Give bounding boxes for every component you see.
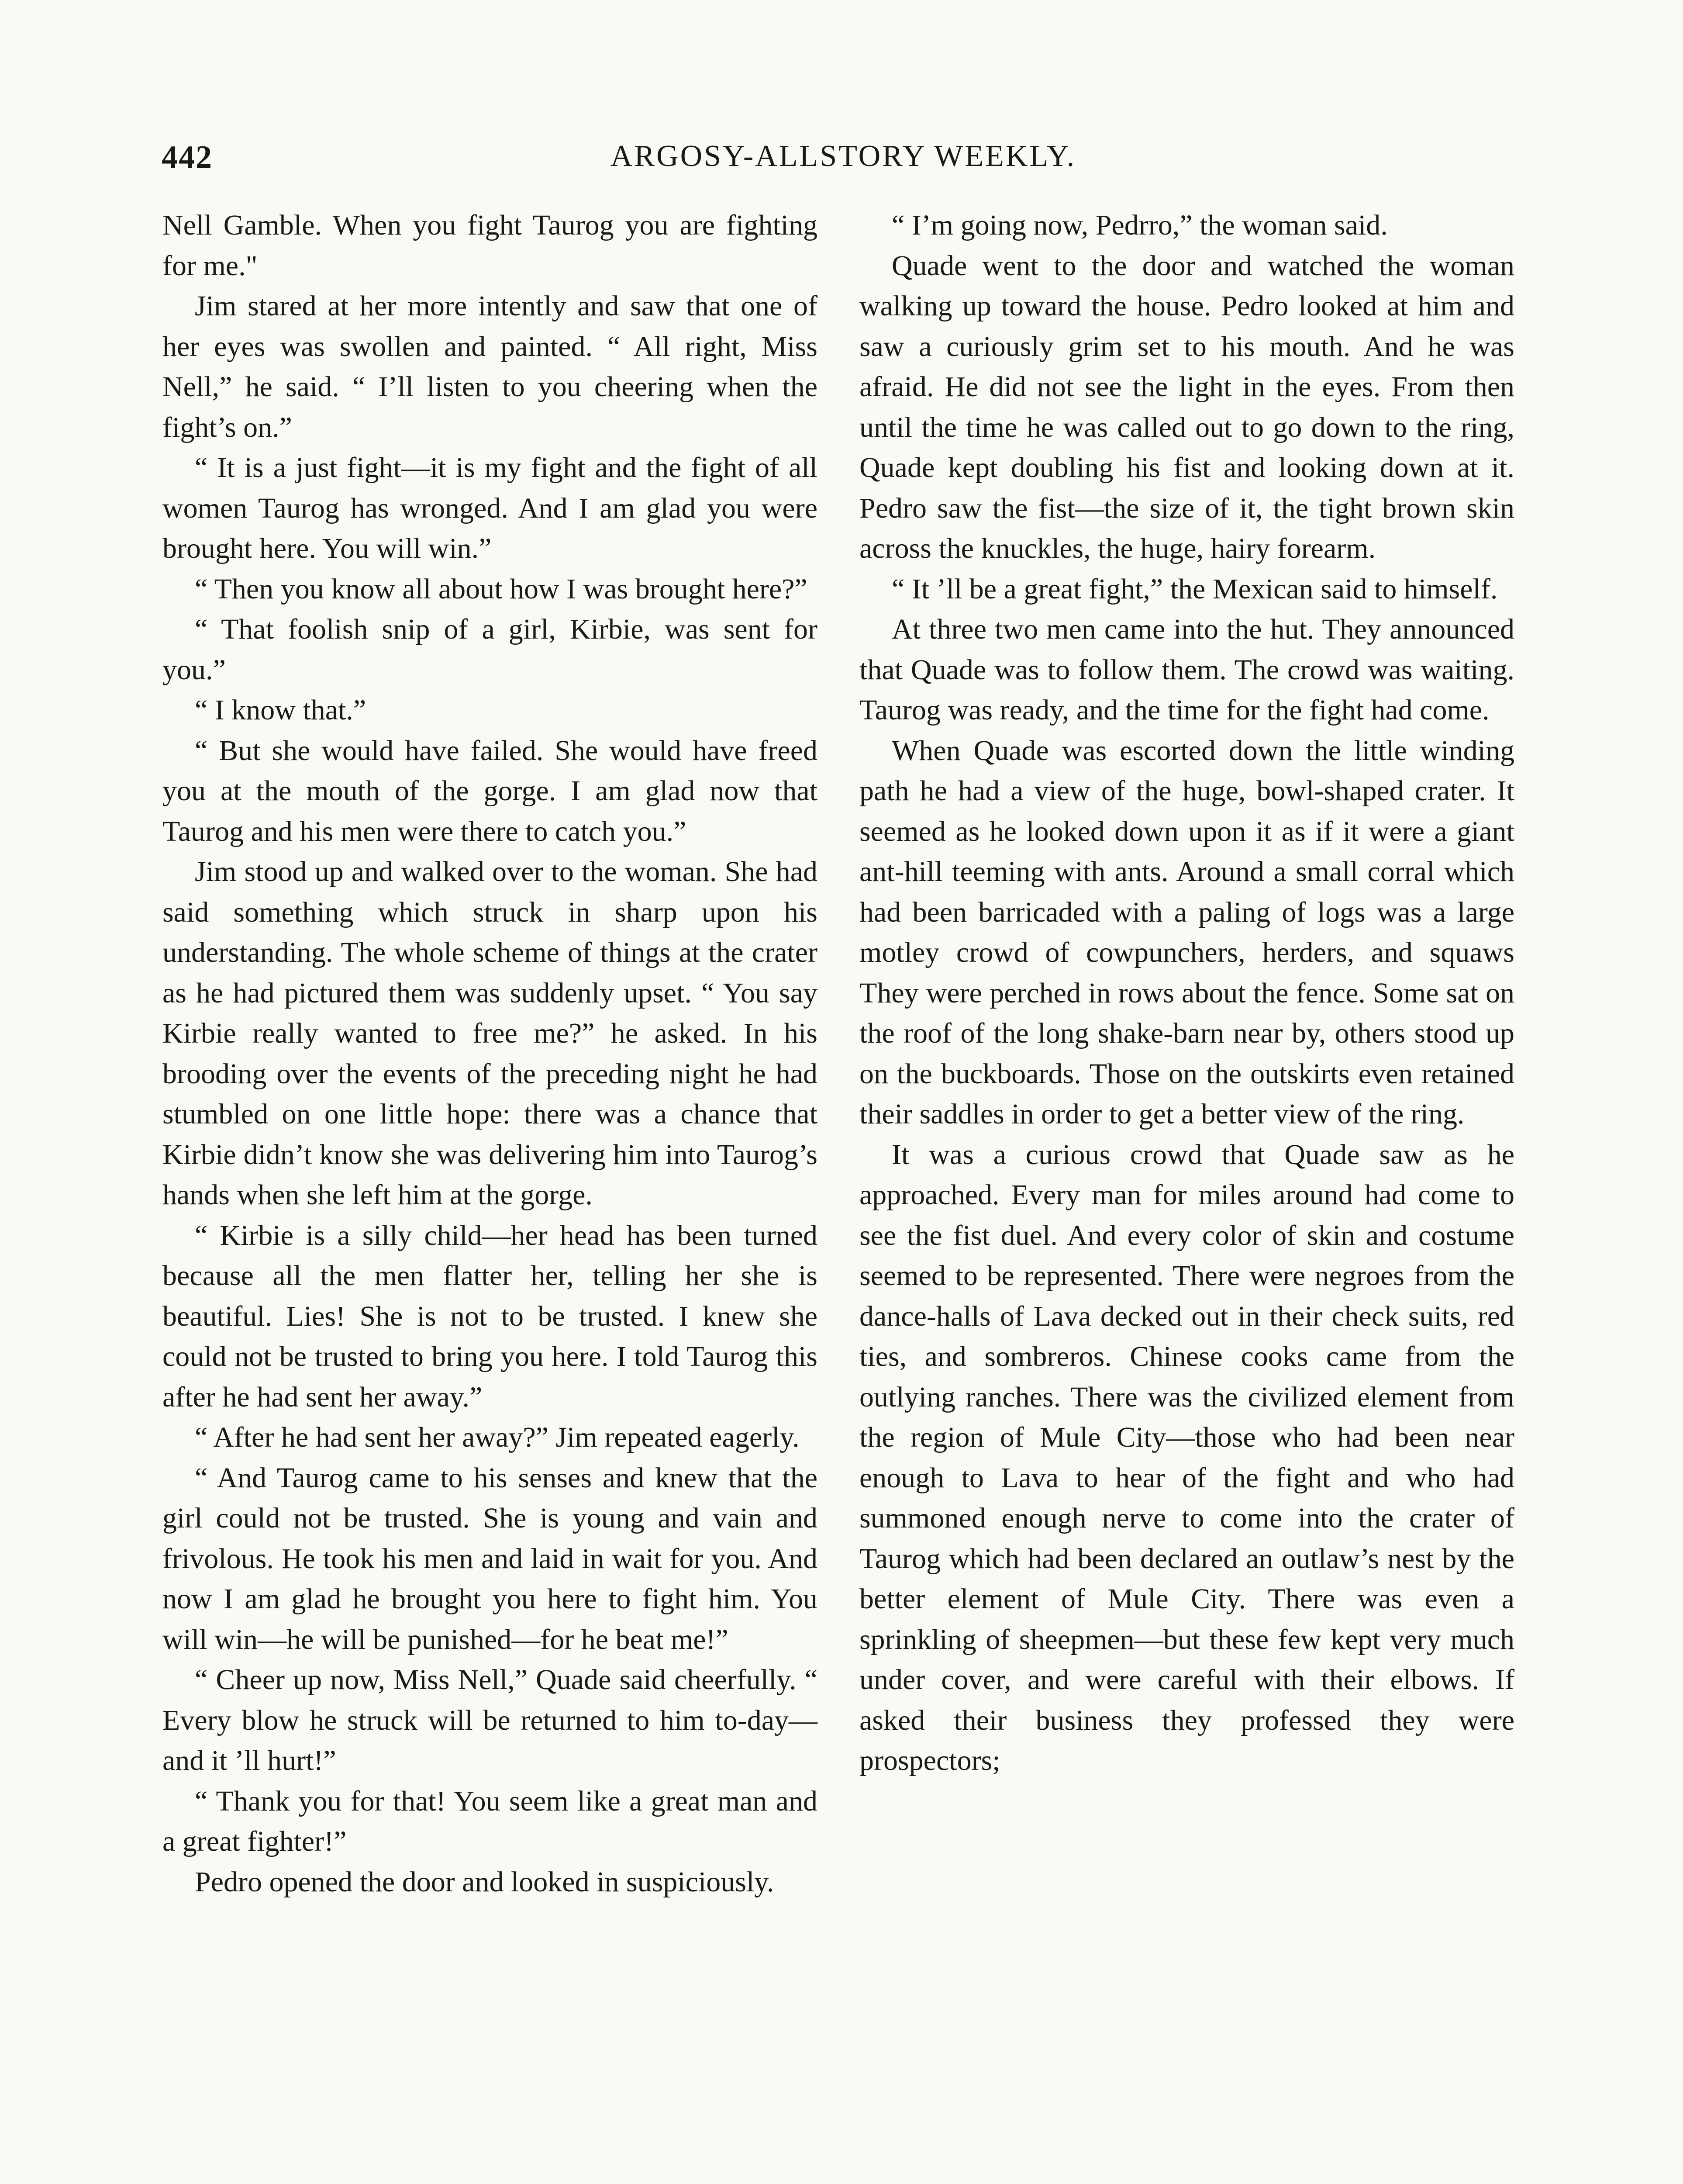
paragraph: “ Kirbie is a silly child—her head has been turned because all the men flatter her, telling her she is beautiful. Lies! She is not to be trusted. I knew she could not be trusted to bring you here. I told Taurog this after he had sent her away.” [162,1219,817,1413]
paragraph: “ Thank you for that! You seem like a great man and a great fighter!” [162,1785,817,1857]
paragraph: Jim stood up and walked over to the woman. She had said something which struck in sharp upon his understanding. The whole scheme of things at the crater as he had pictured them was suddenly upset. “ You say Kirbie really wanted to free me?” he asked. In his brooding over the events of the preceding night he had stumbled on one little hope: there was a chance that Kirbie didn’t know she was delivering him into Taurog’s hands when she left him at the gorge. [162,856,817,1211]
page-header [162,139,1525,191]
paragraph: When Quade was escorted down the little winding path he had a view of the huge, bowl-shaped crater. It seemed as he looked down upon it as if it were a giant ant-hill teeming with ants. Around a small corral which had been barricaded with a paling of logs was a large motley crowd of cowpunchers, herders, and squaws They were perched in rows about the fence. Some sat on the roof of the long shake-barn near by, others stood up on the buckboards. Those on the outskirts even retained their saddles in order to get a better view of the ring. [859,734,1514,1130]
paragraph: “ That foolish snip of a girl, Kirbie, was sent for you.” [162,613,817,686]
paragraph: At three two men came into the hut. They announced that Quade was to follow them. The crowd was waiting. Taurog was ready, and the time for the fight had come. [859,613,1514,726]
paragraph: “ But she would have failed. She would have freed you at the mouth of the gorge. I am glad now that Taurog and his men were there to catch you.” [162,734,817,847]
right-column [859,205,1514,1781]
left-column [162,205,817,1902]
paragraph: “ After he had sent her away?” Jim repeated eagerly. [195,1421,800,1453]
paragraph: “ It is a just fight—it is my fight and the fight of all women Taurog has wronged. And I am glad you were brought here. You will win.” [162,452,817,564]
paragraph: Jim stared at her more intently and saw that one of her eyes was swollen and painted. “ All right, Miss Nell,” he said. “ I’ll listen to you cheering when the fight’s on.” [162,290,817,443]
paragraph: “ I know that.” [195,694,366,726]
paragraph: “ Cheer up now, Miss Nell,” Quade said cheerfully. “ Every blow he struck will be returned to him to-day—and it ’ll hurt!” [162,1664,817,1776]
paragraph: “ And Taurog came to his senses and knew that the girl could not be trusted. She is young and vain and frivolous. He took his men and laid in wait for you. And now I am glad he brought you here to fight him. You will win—he will be punished—for he beat me!” [162,1462,817,1655]
paragraph: Pedro opened the door and looked in suspiciously. [195,1866,774,1898]
paragraph: “ I’m going now, Pedrro,” the woman said. [892,209,1388,241]
page-number: 442 [162,139,213,175]
running-head: ARGOSY-ALLSTORY WEEKLY. [610,139,1076,173]
paragraph: Quade went to the door and watched the woman walking up toward the house. Pedro looked at him and saw a curiously grim set to his mouth. And he was afraid. He did not see the light in the eyes. From then until the time he was called out to go down to the ring, Quade kept doubling his fist and looking down at it. Pedro saw the fist—the size of it, the tight brown skin across the knuckles, the huge, hairy forearm. [859,249,1514,564]
paragraph: Nell Gamble. When you fight Taurog you are fighting for me." [162,209,817,282]
paragraph: It was a curious crowd that Quade saw as he approached. Every man for miles around had come to see the fist duel. And every color of skin and costume seemed to be represented. There were negroes from the dance-halls of Lava decked out in their check suits, red ties, and sombreros. Chinese cooks came from the outlying ranches. There was the civilized element from the region of Mule City—those who had been near enough to Lava to hear of the fight and who had summoned enough nerve to come into the crater of Taurog which had been declared an outlaw’s nest by the better element of Mule City. There was even a sprinkling of sheepmen—but these few kept very much under cover, and were careful with their elbows. If asked their business they professed they were prospectors; [859,1138,1514,1776]
paragraph: “ It ’ll be a great fight,” the Mexican said to himself. [892,573,1498,605]
paragraph: “ Then you know all about how I was brought here?” [195,573,807,605]
